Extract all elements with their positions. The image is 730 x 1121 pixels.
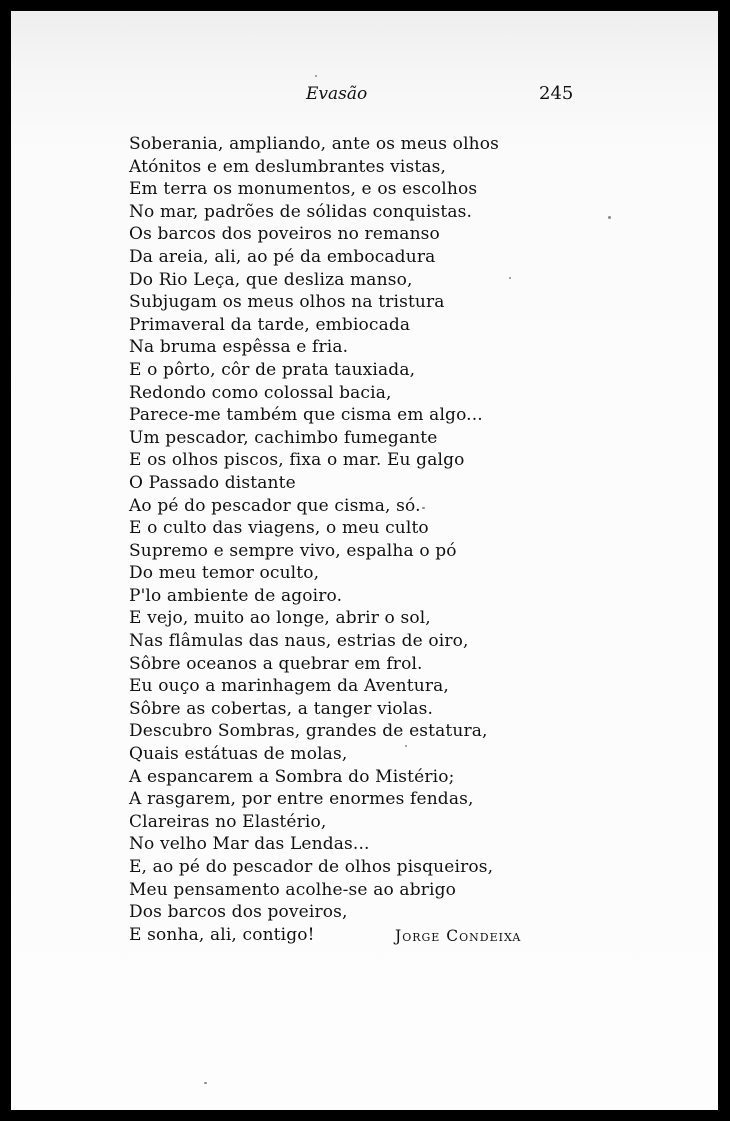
poem-line: Sôbre oceanos a quebrar em frol. <box>129 653 423 674</box>
author-signature: Jorge Condeixa <box>395 927 522 945</box>
poem-line: Descubro Sombras, grandes de estatura, <box>129 721 488 742</box>
poem-line: Dos barcos dos poveiros, <box>129 902 348 923</box>
poem-line: Os barcos dos poveiros no remanso <box>129 224 440 245</box>
poem-line: E vejo, muito ao longe, abrir o sol, <box>129 608 431 629</box>
poem-line: Meu pensamento acolhe-se ao abrigo <box>129 879 457 900</box>
page-number: 245 <box>539 83 574 104</box>
poem-line: Primaveral da tarde, embiocada <box>129 314 411 335</box>
poem-line: Atónitos e em deslumbrantes vistas, <box>129 156 447 177</box>
poem-line: E os olhos piscos, fixa o mar. Eu galgo <box>129 450 465 471</box>
poem-line: Na bruma espêssa e fria. <box>129 337 349 358</box>
poem-line: A rasgarem, por entre enormes fendas, <box>129 789 474 810</box>
poem-line: E o culto das viagens, o meu culto <box>129 518 429 539</box>
paper-speck <box>204 1082 207 1084</box>
poem-line: E sonha, ali, contigo! <box>129 924 315 945</box>
poem-line: Redondo como colossal bacia, <box>129 382 392 403</box>
poem-line: No mar, padrões de sólidas conquistas. <box>129 201 473 222</box>
poem-line: Do Rio Leça, que desliza manso, <box>129 269 413 290</box>
poem-line: Sôbre as cobertas, a tanger violas. <box>129 698 434 719</box>
poem-line: Supremo e sempre vivo, espalha o pó <box>129 540 457 561</box>
paper-speck <box>509 277 511 279</box>
poem-line: No velho Mar das Lendas... <box>129 834 370 855</box>
poem-line: Clareiras no Elastério, <box>129 811 327 832</box>
poem-line: Um pescador, cachimbo fumegante <box>129 427 438 448</box>
poem-line: Nas flâmulas das naus, estrias de oiro, <box>129 631 469 652</box>
poem-line: Ao pé do pescador que cisma, só. <box>129 495 421 516</box>
poem-line: Em terra os monumentos, e os escolhos <box>129 179 478 200</box>
poem-line: Subjugam os meus olhos na tristura <box>129 292 445 313</box>
poem-line: A espancarem a Sombra do Mistério; <box>129 766 455 787</box>
paper-speck <box>608 216 611 219</box>
poem-line: Do meu temor oculto, <box>129 563 320 584</box>
poem-line: Quais estátuas de molas, <box>129 744 348 765</box>
poem <box>129 133 499 946</box>
poem-line: Da areia, ali, ao pé da embocadura <box>129 246 436 267</box>
poem-line: E, ao pé do pescador de olhos pisqueiros, <box>129 857 494 877</box>
poem-line: Eu ouço a marinhagem da Aventura, <box>129 676 449 697</box>
poem-line: E o pôrto, côr de prata tauxiada, <box>129 359 416 380</box>
running-title: Evasão <box>306 84 368 104</box>
poem-line: Soberania, ampliando, ante os meus olhos <box>129 134 500 154</box>
poem-line: O Passado distante <box>129 472 296 493</box>
poem-line: Parece-me também que cisma em algo... <box>129 405 483 426</box>
poem-line: P'lo ambiente de agoiro. <box>129 585 343 606</box>
paper-speck <box>315 75 317 77</box>
